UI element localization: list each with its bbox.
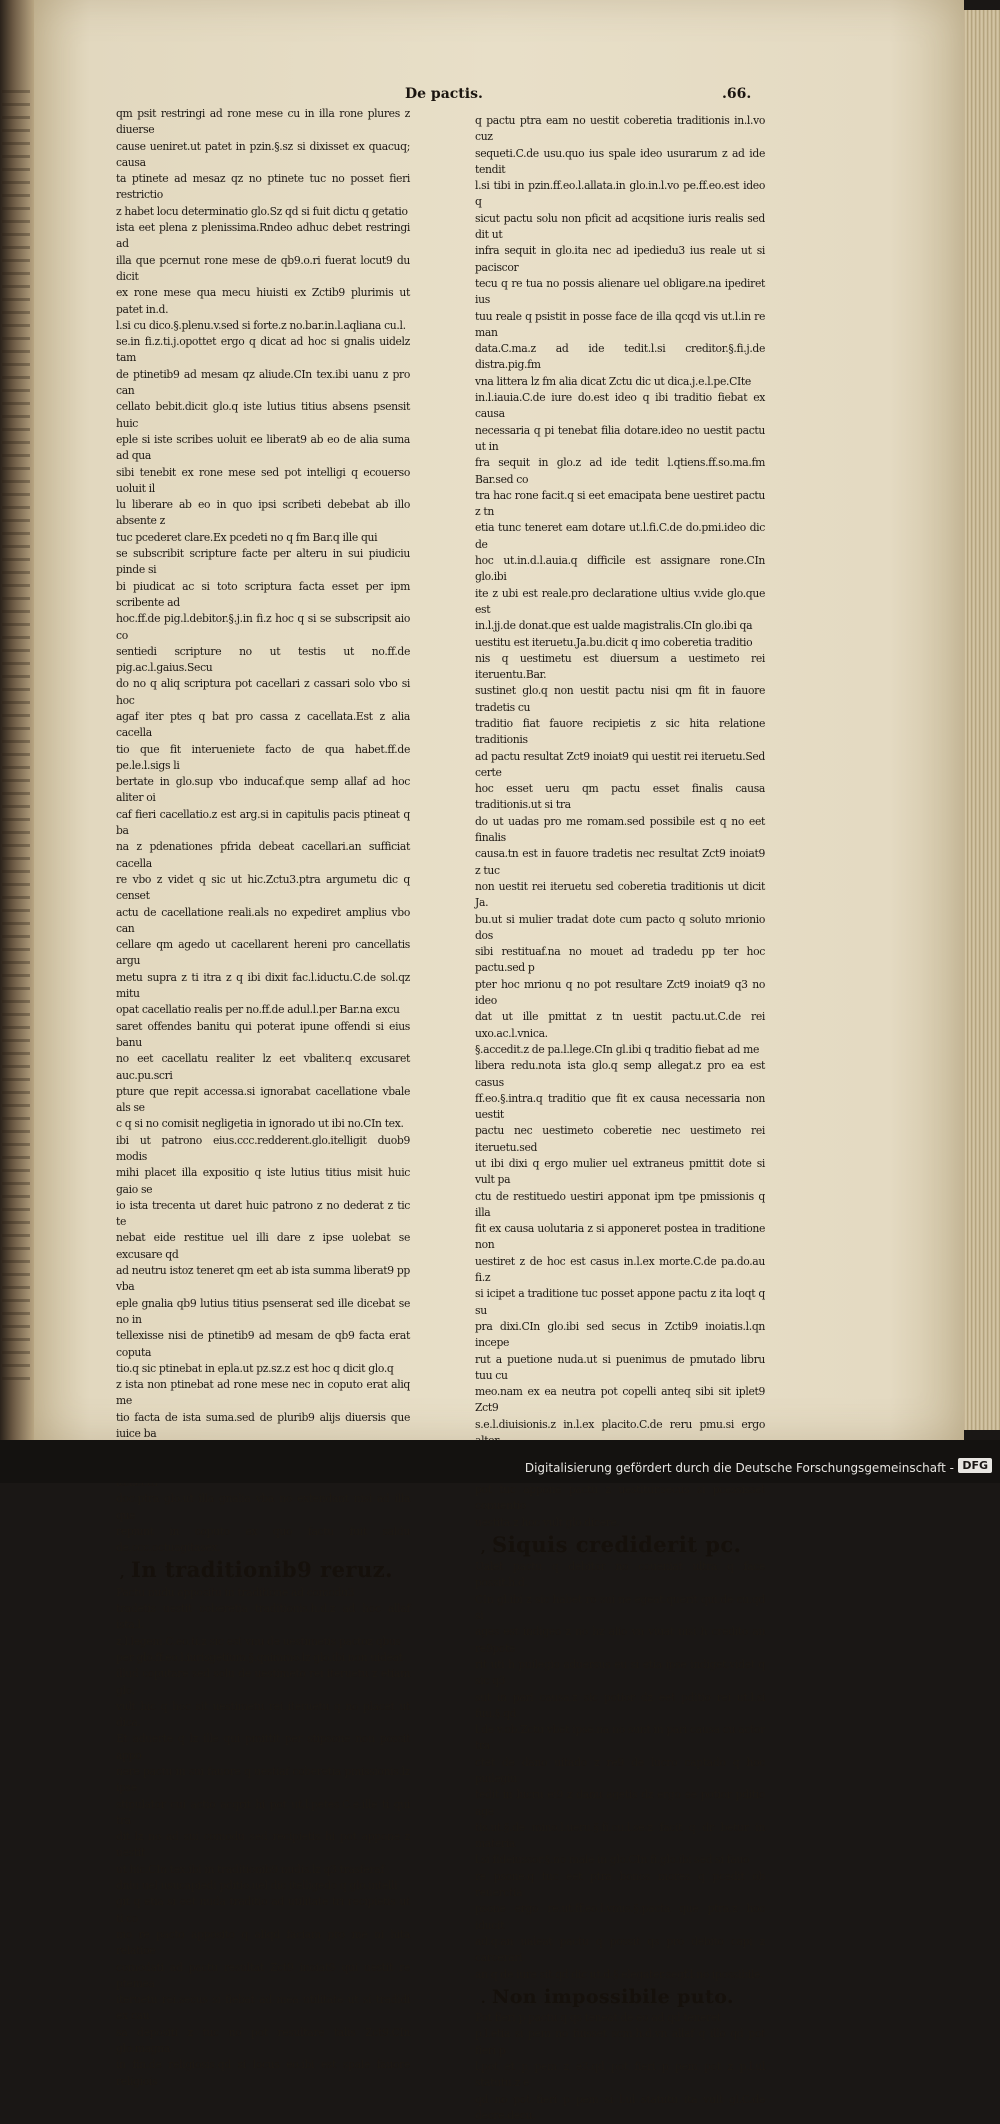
digitization-credit: Digitalisierung gefördert durch die Deutsche Forschungsgemeinschaft - <box>524 1461 954 1475</box>
right-paragraph-3: Pot fieri p pactu q qs teneat de eo ad qd teneret p.l.etia si pem no fuisset scm.h.d.vn allaf q illo qd pot fieri p l.pot et p pem z e3.qd pot fieri p pem pot z p.l.ul statutu.z e qd no pot fieri p pem si l.ul statutu ita vult gl.C.de decre.decu. <box>475 2011 765 2122</box>
pilcrow-icon: . <box>481 1991 486 2007</box>
heading-text: Siquis crediderit pc. <box>492 1531 742 1557</box>
right-paragraph-1: q pactu ptra eam no uestit coberetia traditionis in.l.vo cuz sequeti.C.de usu.quo ius spale ideo usurarum z ad ide tendit l.si tibi in pzin.ff.eo.l.allata.in glo.in.l.vo pe.ff.eo.est ideo q sicut pactu solu non pficit ad acqsitione iuris realis sed dit ut infra sequit in glo.ita nec ad ipediedu3 ius reale ut si paciscor tecu q re tua no possis alienare uel obligare.na ipediret ius tuu reale q psistit in posse face de illa qcqd vis ut.l.in re man data.C.ma.z ad ide tedit.l.si creditor.§.fi.j.de distra.pig.fm vna littera lz fm alia dicat Zctu dic ut dica.j.e.l.pe.CIte in.l.iauia.C.de iure do.est ideo q ibi traditio fiebat ex causa necessaria q pi tenebat filia dotare.ideo no uestit pactu ut in fra sequit in glo.z ad ide tedit l.qtiens.ff.so.ma.fm Bar.sed co tra hac rone facit.q si eet emacipata bene uestiret pactu z tn etia tunc teneret eam dotare ut.l.fi.C.de do.pmi.ideo dic de hoc ut.in.d.l.auia.q difficile est assignare rone.CIn glo.ibi ite z ubi est reale.pro declaratione ultius v.vide glo.que est in.l.jj.de donat.que est ualde magistralis.CIn glo.ibi qa uestitu est iteruetu.Ja.bu.dicit q imo coberetia traditio nis q uestimetu est diuersum a uestimeto rei iteruentu.Bar. sustinet glo.q non uestit pactu nisi qm fit in fauore tradetis cu traditio fiat fauore recipietis z sic hita relatione traditionis ad pactu resultat Zct9 inoiat9 qui uestit rei iteruetu.Sed certe hoc esset ueru qm pactu esset finalis causa traditionis.ut si tra do ut uadas pro me romam.sed possibile est q no eet finalis causa.tn est in fauore tradetis nec resultat Zct9 inoiat9 z tuc non uestit rei iteruetu sed coberetia traditionis ut dicit Ja. bu.ut si mulier tradat dote cum pacto q soluto mrionio dos sibi restituaf.na no mouet ad tradedu pp ter hoc pactu.sed p pter hoc mrionu q no pot resultare Zct9 inoiat9 q3 no ideo dat ut ille pmittat z tn uestit pactu.ut.C.de rei uxo.ac.l.vnica. §.accedit.z de pa.l.lege.CIn gl.ibi q traditio fiebat ad me libera redu.nota ista glo.q semp allegat.z pro ea est casus ff.eo.§.intra.q traditio que fit ex causa necessaria non uestit pactu nec uestimeto coberetie nec uestimeto rei iteruetu.sed ut ibi dixi q ergo mulier uel extraneus pmittit dote si vult pa ctu de restituedo uestiri apponat ipm tpe pmissionis q illa fit ex causa uolutaria z si apponeret postea in traditione non uestiret z de hoc est casus in.l.ex morte.C.de pa.do.au fi.z si icipet a traditione tuc posset appone pactu z ita loqt q su pra dixi.CIn glo.ibi sed secus in Zctib9 inoiatis.l.qn incepe rut a puetione nuda.ut si puenimus de pmutado libru tuu cu meo.nam ex ea neutra pot copelli anteq sibi sit iplet9 Zct9 s.e.l.diuisionis.z in.l.ex placito.C.de reru pmu.si ergo pot tuc appone pactu z uestitur.secus si pcessisset conuentio uestita.z hoc vult glo.dicere. <box>475 114 765 1529</box>
right-column <box>475 113 765 2124</box>
dfg-logo: DFG <box>958 1458 992 1473</box>
left-paragraph-1: qm psit restringi ad rone mese cu in illa rone plures z diuerse cause ueniret.ut patet in pzin.§.sz si dixisset ex quacuq; causa ta ptinete ad mesaz qz no ptinete tuc no posset fieri restrictio z habet locu determinatio glo.Sz qd si fuit dictu q getatio ista eet plena z plenissima.Rndeo adhuc debet restringi ad illa que pcernut rone mese de qb9.o.ri fuerat locut9 du dicit ex rone mese qua mecu hiuisti ex Zctib9 plurimis ut patet in.d. l.si cu dico.§.plenu.v.sed si forte.z no.bar.in.l.aqliana cu.l. se.in fi.z.ti.j.opottet ergo q dicat ad hoc si gnalis uidelz tam de ptinetib9 ad mesam qz aliude.CIn tex.ibi uanu z pro can cellato bebit.dicit glo.q iste lutius titius absens psensit huic eple si iste scribes uoluit ee liberat9 ab eo de alia suma ad qua sibi tenebit ex rone mese sed pot intelligi q ecouerso uoluit il lu liberare ab eo in quo ipsi scribeti debebat ab illo absente z tuc pcederet clare.Ex pcedeti no q fm Bar.q ille qui se subscribit scripture facte per alteru in sui piudiciu pinde si bi piudicat ac si toto scriptura facta esset per ipm scribente ad hoc.ff.de pig.l.debitor.§.j.in fi.z hoc q si se subscripsit aio co sentiedi scripture no ut testis ut no.ff.de pig.ac.l.gaius.Secu do no q aliq scriptura pot cacellari z cassari solo vbo si hoc agaf iter ptes q bat pro cassa z cacellata.Est z alia cacella tio que fit interueniete facto de qua habet.ff.de pe.le.l.sigs li bertate in glo.sup vbo inducaf.que semp allaf ad hoc aliter oi caf fieri cacellatio.z est arg.si in capitulis pacis ptineat q ba na z pdenationes pfrida debeat cacellari.an sufficiat cacella re vbo z videt q sic ut hic.Zctu3.ptra argumetu dic q censet actu de cacellatione reali.als no expediret amplius vbo can cellare qm agedo ut cacellarent hereni pro cancellatis argu metu supra z ti itra z q ibi dixit fac.l.iductu.C.de sol.qz mitu opat cacellatio realis per no.ff.de adul.l.per Bar.na excu saret offendes banitu qui poterat ipune offendi si eius banu no eet cacellatu realiter lz eet vbaliter.q excusaret auc.pu.scri pture que repit accessa.si ignorabat cacellatione vbale als se c q si no comisit negligetia in ignorado ut ibi no.CIn tex. ibi ut patrono eius.ccc.redderent.glo.itelligit duob9 modis mihi placet illa expositio q iste lutius titius misit huic gaio se io ista trecenta ut daret huic patrono z no dederat z tic te nebat eide restitue uel illi dare z ipse uolebat se excusare qd ad neutru istoz teneret qm eet ab ista summa liberat9 pp vba eple gnalia qb9 lutius titius psenserat sed ille dicebat se no in tellexisse nisi de ptinetib9 ad mesam de qb9 facta erat coputa tio.q sic ptinebat in epla.ut pz.sz.z est hoc q dicit glo.q z ista non ptinebat ad rone mese nec in coputo erat aliq me tio facta de ista suma.sed de plurib9 alijs diuersis que iuice ba doc.ptra glo.ut illa gnalia vba no extendant nisi ad illa que repiunt in coputo ex quo factu fuit saldu de.ccc.octuagitasex. <box>116 107 410 1555</box>
running-title: De pactis. <box>405 86 483 102</box>
heading-text: In traditionib9 reruz. <box>131 1557 393 1583</box>
pilcrow-icon: , <box>120 1566 126 1582</box>
page-block-edge <box>964 10 1000 1430</box>
folio-number: .66. <box>722 86 752 102</box>
section-heading <box>475 1531 765 1557</box>
left-column <box>116 106 410 2090</box>
right-paragraph-2: Ualet pactu q debitor no coueniat ultra q face possit.h.d. CIn gl.ibi z sic habet ro sui ne egeat.querit qui.de cu.qd si ages est indigeo z no hz alio vn viuat nisi h credito an re9pote rit uti h puilegio aduersus eu si etia ipse indiget.videt q sic q3 sut in pari causa.z sic potior dz eet pditio rei ut.l.si fuu.§.qd l.de v.ob.Zctu vbet ipse.na no sunt in pari causa cu actor tra ctet de dano uitado z re9 de lucro captado q hoc puilegiu tedit in lucru ei9 z danu agetis dz ergo ee potior pditio age tis.ut.§.de mino.l.ueru.§.fi.cu.l.se.z facit q dr betur in materia l.si fideiussor.§.no male in glo.CIn fi.glo.ibi sed si fauo re psone.q tuc eet ptra bonos mores q pcedit ob reuerctia psone ergo re.ut.ff.eo.l.vnus.§.pacta que ptra.z hoc iducit ad.q.an ualeat pactu q possit qs pro debito capi z carcerari an q de iure sit.qd dic ut.d.§.elegater.segf.l.no ipossibile. <box>475 1560 765 1981</box>
pilcrow-icon: , <box>481 1540 487 1556</box>
facing-page-text <box>2 80 30 1380</box>
heading-text: Non impossibile puto. <box>491 1985 734 2008</box>
left-paragraph-2: Pactu nudu appositu in traditione ad comodu3 tradetis uestit coberetia traditionis.h.d.z ad hoc allaf ista.l. z.l.legem.C.eo.ti.z sic est vnu de uestimetis pactoz qbus per glo.ff.eo.l.iurisgetium.§.qnimmo.lz glo.ibi non uideat illud coputare sed solu de uestimeto rei iteruetu z etiam glo. vult hic q hoc sit uestimetu rei iteruetu q no placet ut dica. Et aduerte q lz ille qui pmittit per stipsone non possit appo nere pactu in sui fauore q uestiaf coberetia pmissionis.lz ipse stipulator cui actio acqrit hi pot ut.l.petes.C.e.ille ti qui tra dit lz no ad sui comodu sed recipietis hi pot appone z uestit ut hic.CIn tex.ibi in traditionib9 nudis.lz q3 trasferaf dniu uel usucapiedi pditio.uel dic itelligedo q glo.intelli git q etia si eet nuda traditio ad utilitate tri recipietis ut ti co mo re pacto apposito q aliqd faciam pro me ni hita relatioe comodati ad pactu resultat Zct9 inoiat9 qui uestit re ptemea iteruetu rei.secus si fiebat ad mea utilitate ut si tradidi ex cau sa depositi z tuc no pot resultare talis Zct9.CIn glo.magna in fin.de religiosis.qd si locus eo.ibi est spale fauore religiois <box>116 1585 410 2088</box>
left-page-edge <box>0 0 34 1440</box>
section-heading <box>475 1985 765 2008</box>
section-heading <box>116 1557 410 1583</box>
